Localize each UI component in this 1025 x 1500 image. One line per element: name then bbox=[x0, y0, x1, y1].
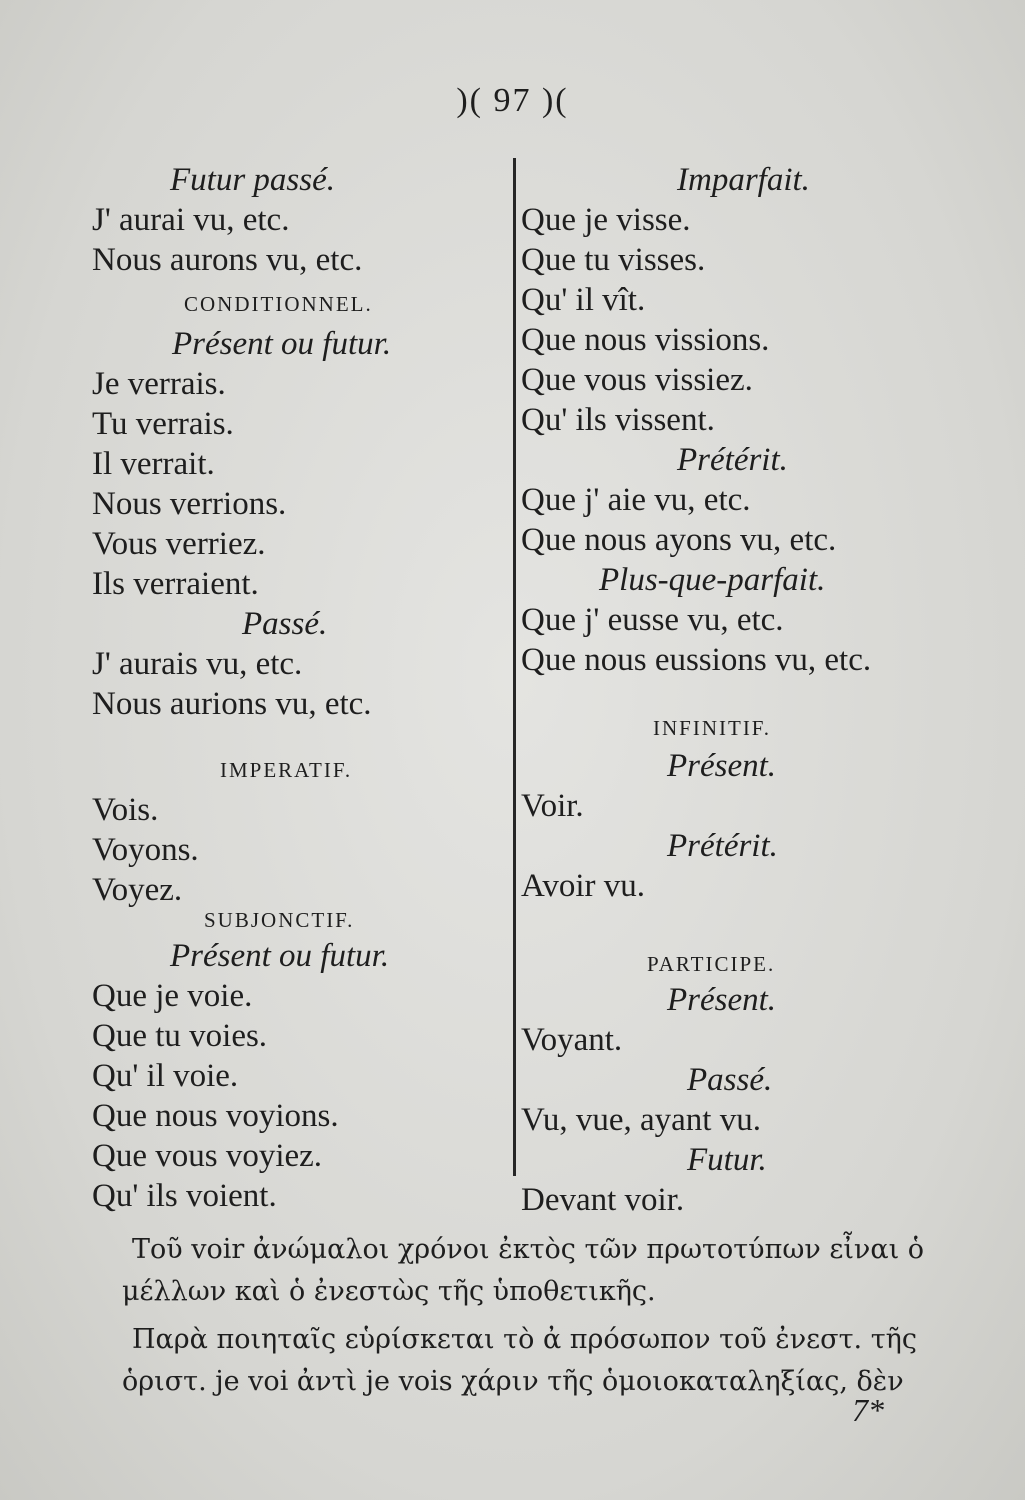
heading-futur: Futur. bbox=[687, 1142, 767, 1178]
text-line: Qu' il voie. bbox=[92, 1058, 239, 1094]
heading-preterit: Prétérit. bbox=[667, 828, 778, 864]
text-line: Que nous ayons vu, etc. bbox=[521, 522, 837, 558]
note-line: Τοῦ voir ἀνώμαλοι χρόνοι ἐκτὸς τῶν πρωτοτύπων εἶναι ὁ bbox=[132, 1234, 924, 1265]
heading-imparfait: Imparfait. bbox=[677, 162, 810, 198]
text-line: Qu' il vît. bbox=[521, 282, 646, 318]
heading-preterit: Prétérit. bbox=[677, 442, 788, 478]
text-line: Qu' ils vissent. bbox=[521, 402, 715, 438]
note-line: ὁριστ. je voi ἀντὶ je vois χάριν τῆς ὁμοιοκαταληξίας, δὲν bbox=[122, 1366, 904, 1397]
text-line: Vois. bbox=[92, 792, 159, 828]
heading-present-ou-futur: Présent ou futur. bbox=[170, 938, 390, 974]
heading-plus-que-parfait: Plus-que-parfait. bbox=[599, 562, 826, 598]
text-line: Qu' ils voient. bbox=[92, 1178, 277, 1214]
text-line: Vous verriez. bbox=[92, 526, 266, 562]
text-line: Que nous eussions vu, etc. bbox=[521, 642, 872, 678]
text-line: Que vous vissiez. bbox=[521, 362, 753, 398]
text-line: Que je visse. bbox=[521, 202, 691, 238]
note-line: μέλλων καὶ ὁ ἐνεστὼς τῆς ὑποθετικῆς. bbox=[122, 1276, 656, 1307]
text-line: Nous aurions vu, etc. bbox=[92, 686, 372, 722]
text-line: Vu, vue, ayant vu. bbox=[521, 1102, 761, 1138]
text-line: J' aurai vu, etc. bbox=[92, 202, 290, 238]
text-line: Je verrais. bbox=[92, 366, 226, 402]
heading-futur-passe: Futur passé. bbox=[170, 162, 335, 198]
section-imperatif: IMPERATIF. bbox=[220, 758, 353, 782]
text-line: Tu verrais. bbox=[92, 406, 234, 442]
text-line: Voir. bbox=[521, 788, 584, 824]
section-participe: PARTICIPE. bbox=[647, 952, 776, 976]
text-line: Que tu voies. bbox=[92, 1018, 268, 1054]
signature-mark: 7* bbox=[852, 1392, 884, 1428]
column-divider bbox=[513, 158, 516, 1176]
text-line: Ils verraient. bbox=[92, 566, 259, 602]
text-line: Que j' aie vu, etc. bbox=[521, 482, 751, 518]
text-line: Voyez. bbox=[92, 872, 183, 908]
text-line: Que tu visses. bbox=[521, 242, 706, 278]
text-line: Devant voir. bbox=[521, 1182, 685, 1218]
text-line: J' aurais vu, etc. bbox=[92, 646, 303, 682]
text-line: Nous verrions. bbox=[92, 486, 287, 522]
text-line: Que j' eusse vu, etc. bbox=[521, 602, 784, 638]
heading-passe: Passé. bbox=[687, 1062, 773, 1098]
text-line: Que vous voyiez. bbox=[92, 1138, 323, 1174]
section-subjonctif: SUBJONCTIF. bbox=[204, 908, 355, 932]
heading-passe: Passé. bbox=[242, 606, 328, 642]
text-line: Que nous vissions. bbox=[521, 322, 770, 358]
heading-present: Présent. bbox=[667, 982, 777, 1018]
text-line: Avoir vu. bbox=[521, 868, 646, 904]
section-conditionnel: CONDITIONNEL. bbox=[184, 292, 373, 316]
text-line: Voyons. bbox=[92, 832, 199, 868]
text-line: Nous aurons vu, etc. bbox=[92, 242, 363, 278]
text-line: Que je voie. bbox=[92, 978, 253, 1014]
note-line: Παρὰ ποιηταῖς εὑρίσκεται τὸ ἀ πρόσωπον τοῦ ἐνεστ. τῆς bbox=[132, 1324, 917, 1355]
section-infinitif: INFINITIF. bbox=[653, 716, 772, 740]
text-line: Il verrait. bbox=[92, 446, 215, 482]
heading-present-ou-futur: Présent ou futur. bbox=[172, 326, 392, 362]
text-line: Que nous voyions. bbox=[92, 1098, 339, 1134]
page-number: )( 97 )( bbox=[456, 82, 569, 119]
heading-present: Présent. bbox=[667, 748, 777, 784]
text-line: Voyant. bbox=[521, 1022, 623, 1058]
